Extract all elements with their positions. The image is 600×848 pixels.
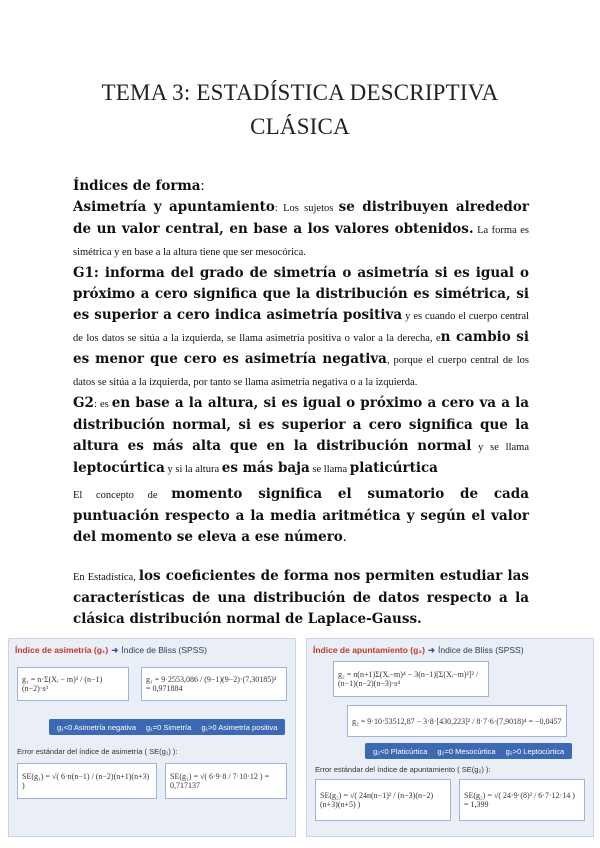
- kurtosis-formula-box: g₂ = n(n+1)Σ(Xᵢ−m)⁴ − 3(n−1)[Σ(Xᵢ−m)²]² / (n−1)(n−2)(n−3)·s⁴: [333, 661, 489, 697]
- arrow-right-icon: ➜: [427, 645, 436, 655]
- kurtosis-legend: g₂<0 Platicúrtica g₂=0 Mesocúrtica g₂>0 Leptocúrtica: [365, 743, 572, 759]
- title-line-1: TEMA 3: ESTADÍSTICA DESCRIPTIVA: [101, 80, 499, 105]
- skewness-se-example-box: SE(g₁) = √( 6·9·8 / 7·10·12 ) = 0,717137: [165, 763, 287, 799]
- paragraph-asymmetry: Asimetría y apuntamiento: Los sujetos se distribuyen alrededor de un valor central, en base a los valores obtenidos. La forma es simétrica y en base a la altura tiene que ser mesocórica.: [73, 199, 529, 258]
- paragraph-g2: G2: es en base a la altura, si es igual o próximo a cero va a la distribución normal, si es superior a cero significa que la altura es más alta que en la distribución normal y se llama leptocúrtica y si la altura es más baja se llama platicúrtica: [73, 395, 530, 476]
- skewness-example-box: g₁ = 9·2553,086 / (9−1)(9−2)·(7,30185)³ = 0,971884: [141, 667, 287, 701]
- kurtosis-se-formula-box: SE(g₂) = √( 24n(n−1)² / (n−3)(n−2)(n+3)(n+5) ): [315, 779, 451, 821]
- page-title: [0, 76, 600, 144]
- paragraph-moment: El concepto de momento significa el sumatorio de cada puntuación respecto a la media aritmética y según el valor del momento se eleva a ese número.: [73, 486, 529, 545]
- arrow-right-icon: ➜: [111, 645, 119, 655]
- shape-indices-block: [73, 176, 529, 480]
- skewness-legend: g₁<0 Asimetría negativa g₁=0 Simetría g₁>0 Asimetría positiva: [49, 719, 285, 735]
- section-heading: Índices de forma:: [73, 178, 205, 194]
- skewness-panel-header: Índice de asimetría (g₁) ➜ Índice de Bliss (SPSS): [15, 645, 207, 655]
- kurtosis-example-box: g₂ = 9·10·53512,87 − 3·8·[430,223]² / 8·7·6·(7,9018)⁴ = −0,0457: [347, 705, 567, 737]
- skewness-se-label: Error estándar del índice de asimetría ( SE(g₁) ):: [17, 747, 178, 756]
- paragraph-coefficients: En Estadística, los coeficientes de forma nos permiten estudiar las características de una distribución de datos respecto a la clásica distribución normal de Laplace-Gauss.: [73, 568, 529, 627]
- paragraph-g1: G1: informa del grado de simetría o asimetría si es igual o próximo a cero significa que la distribución es simétrica, si es superior a cero indica asimetría positiva y es cuando el cuerpo central de los datos se sitúa a la izquierda, se llama asimetría positiva o valor a la derecha, en cambio si es menor que cero es asimetría negativa, porque el cuerpo central de los datos se sitúa a la izquierda, por tanto se llama asimetría negativa o a la izquierda.: [73, 265, 530, 388]
- kurtosis-panel: [306, 638, 594, 837]
- kurtosis-panel-header: Índice de apuntamiento (g₂) ➜ Índice de Bliss (SPSS): [313, 645, 524, 655]
- skewness-panel: [8, 638, 296, 837]
- kurtosis-se-example-box: SE(g₂) = √( 24·9·(8)² / 6·7·12·14 ) = 1,399: [459, 779, 585, 821]
- skewness-formula-box: g₁ = n·Σ(Xᵢ − m)³ / (n−1)(n−2)·s³: [17, 667, 129, 701]
- kurtosis-se-label: Error estándar del índice de apuntamiento ( SE(g₂) ):: [315, 765, 491, 774]
- title-line-2: CLÁSICA: [250, 114, 350, 139]
- skewness-se-formula-box: SE(g₁) = √( 6·n(n−1) / (n−2)(n+1)(n+3) ): [17, 763, 157, 799]
